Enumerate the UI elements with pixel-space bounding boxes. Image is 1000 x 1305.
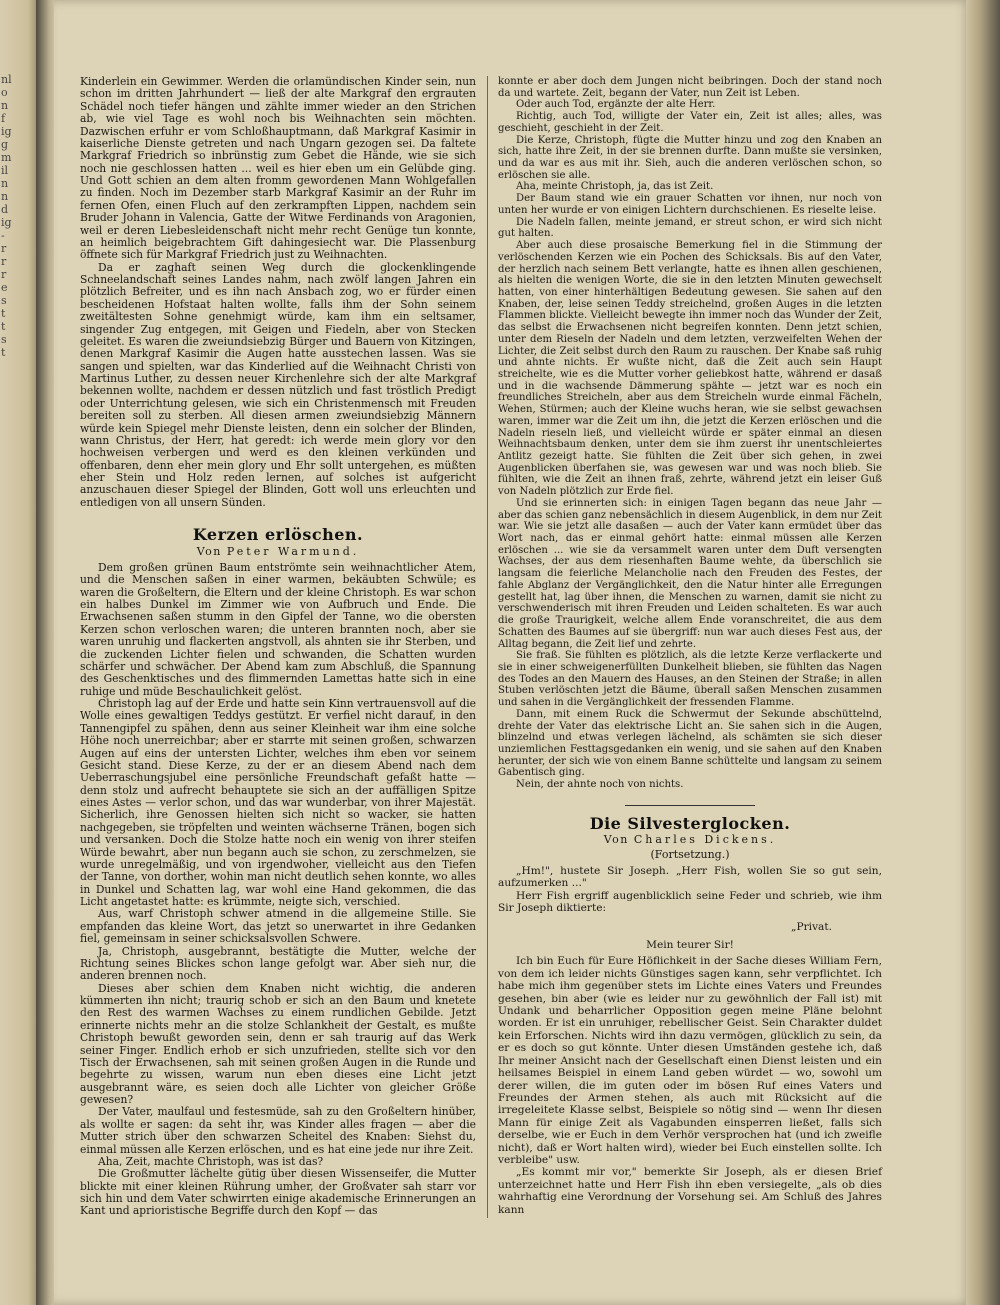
paragraph: Aber auch diese prosaische Bemerkung fiel in die Stimmung der verlöschenden Kerzen wie ein Pochen des Schicksals. Bis auf den Vater, der herzlich nach seinem Bett verlangte, hatte es ihnen allen geschienen, als hielten die wenigen Worte, die sie in den letzten Minuten gewechselt hatten, von einer hinterhältigen Bedeutung gewesen. Sie sahen auf den Knaben, der, leise seinen Teddy streichelnd, großen Auges in die letzten Flammen blickte. Vielleicht bewegte ihn immer noch das Wunder der Zeit, das selbst die Erwachsenen nicht begreifen konnten. Denn jetzt schien, unter dem Rieseln der Nadeln und dem letzten, verzweifelten Wehen der Lichter, die Zeit selbst durch den Raum zu rauschen. Der Knabe saß ruhig und ahnte nichts. Er wußte nicht, daß die Zeit auch sein Haupt streichelte, wie es die Mutter vorher geliebkost hatte, während er dasaß und in die wachsende Dämmerung spähte — jetzt war es noch ein freundliches Streicheln, aber aus dem Streicheln wurde einmal Fächeln, Wehen, Stürmen; auch der Kleine wuchs heran, wie sie selbst gewachsen waren, immer war die Zeit um ihn, die jetzt die Kerzen erlöschen und die Nadeln rieseln ließ, und vielleicht würde er später einmal an diesen Weihnachtsbaum denken, unter dem sie ihm zuerst ihr unentschleiertes Antlitz gezeigt hatte. Sie fühlten die Zeit über sich gehen, in zwei Augenblicken überfahen sie, was gewesen war und was noch blieb. Sie fühlten, wie die Zeit an ihnen fraß, zehrte, während jetzt ein leiser Guß von Nadeln plötzlich zur Erde fiel.	[498, 240, 882, 498]
edge-fragment: ig	[1, 125, 12, 138]
paragraph: Aha, Zeit, machte Christoph, was ist das?	[98, 1154, 324, 1168]
byline-prefix: Von	[196, 544, 222, 558]
edge-fragment: -	[1, 229, 5, 242]
paragraph: Die Kerze, Christoph, fügte die Mutter hinzu und zog den Knaben an sich, hatte ihre Zeit, in der sie brennen durfte. Dann mußte sie versinken, und da war es aus mit ihr. Sieh, auch die anderen verlöschen schon, so erlöschen sie alle.	[498, 134, 882, 181]
column-divider	[487, 76, 488, 1218]
byline-author: Peter Warmund.	[226, 544, 360, 558]
paragraph: Ja, Christoph, ausgebrannt, bestätigte die Mutter, welche der Richtung seines Blickes schon lange gefolgt war. Aber sieh nur, die anderen brennen noch.	[80, 944, 476, 983]
byline-author: Charles Dickens.	[633, 832, 777, 846]
edge-fragment: s	[1, 333, 7, 346]
edge-fragment: t	[1, 320, 6, 333]
paragraph: Richtig, auch Tod, willigte der Vater ein, Zeit ist alles; alles, was geschieht, geschieht in der Zeit.	[498, 111, 882, 134]
edge-fragment: f	[1, 112, 6, 125]
paragraph: Christoph lag auf der Erde und hatte sein Kinn vertrauensvoll auf die Wolle eines gewaltigen Teddys gestützt. Er verfiel nicht darauf, in den Tannengipfel zu spähen, denn aus seiner Kleinheit war ihm eine solche Höhe noch unerreichbar; aber er starrte mit seinen großen, schwarzen Augen auf eins der untersten Lichter, welches ihm eben vor seinem Gesicht stand. Diese Kerze, zu der er an diesem Abend nach dem Ueberraschungsjubel eine persönliche Freundschaft gefaßt hatte — denn stolz und aufrecht behauptete sie sich an der auffälligen Spitze eines Astes — verlor schon, und das war wunderbar, von ihrer Majestät. Sicherlich, ihre Genossen hielten sich nicht so wacker, sie hatten nachgegeben, sie tröpfelten und weinten wächserne Tränen, bogen sich und versanken. Doch die Stolze hatte noch ein wenig von ihrer steifen Würde bewahrt, aber nun begann auch sie schon, zu zerschmelzen, sie wurde unregelmäßig, und von irgendwoher, vielleicht aus den Tiefen der Tanne, von dorther, wohin man nicht deutlich sehen konnte, wo alles in Dunkel und Schatten lag, war wohl eine Hand gekommen, die das Licht angetastet hatte: es krümmte, neigte sich, verschied.	[80, 697, 476, 908]
edge-fragment: e	[1, 281, 8, 294]
edge-fragment: nl	[1, 73, 12, 86]
edge-fragment: g	[1, 138, 9, 151]
paragraph: Herr Fish ergriff augenblicklich seine Feder und schrieb, wie ihm Sir Joseph diktierte:	[498, 889, 882, 915]
paragraph: Aha, meinte Christoph, ja, das ist Zeit.	[516, 181, 714, 193]
edge-fragment: s	[1, 294, 7, 307]
paragraph: Oder auch Tod, ergänzte der alte Herr.	[516, 99, 716, 111]
edge-fragment: il	[1, 164, 9, 177]
paragraph: Und sie erinnerten sich: in einigen Tagen begann das neue Jahr — aber das schien ganz nebensächlich in diesem Augenblick, in dem nur Zeit war. Wie sie jetzt alle dasaßen — auch der Vater kann ermüdet über das Wort nach, das er einmal gehört hatte: einmal müssen alle Kerzen erlöschen ... wie sie da versammelt waren unter dem Duft versengten Wachses, der aus dem riesenhaften Baume wehte, da überschlich sie langsam die feierliche Melancholie nach den Freuden des Festes, der fahle Abglanz der Vergänglichkeit, den die Natur hinter alle Erregungen gestellt hat, lag über ihnen, die Menschen zu warnen, damit sie nicht zu verschwenderisch mit ihren Freuden und Leiden schalteten. Es war auch die große Traurigkeit, welche allem Ende voranschreitet, die aus dem Schatten des Baumes auf sie übergriff: nun war auch dieses Fest aus, der Alltag begann, die Zeit lief und zehrte.	[498, 497, 882, 650]
article-byline	[498, 834, 882, 846]
edge-fragment: t	[1, 346, 6, 359]
paragraph: Aus, warf Christoph schwer atmend in die allgemeine Stille. Sie empfanden das kleine Wort, das jetzt so unerwartet in ihre Gedanken fiel, gemeinsam in seiner schicksalsvollen Schwere.	[80, 907, 476, 946]
edge-fragment: n	[1, 99, 9, 112]
article-byline	[80, 546, 476, 558]
previous-page-edge	[0, 0, 40, 1305]
paragraph: Ich bin Euch für Eure Höflichkeit in der Sache dieses William Fern, von dem ich leider nichts Günstiges sagen kann, sehr verpflichtet. Ich habe mich ihm gegenüber stets im Lichte eines Vaters und Freundes gesehen, bin aber (wie es leider nur zu gewöhnlich der Fall ist) mit Undank und beharrlicher Opposition gegen meine Pläne belohnt worden. Er ist ein unruhiger, rebellischer Geist. Sein Charakter duldet kein Erforschen. Nichts wird ihn dazu vermögen, glücklich zu sein, da er es doch so gut könnte. Unter diesen Umständen gestehe ich, daß Ihr meiner Ansicht nach der Gesellschaft einen Dienst leisten und ein heilsames Beispiel in einem Land geben würdet — wo, sowohl um derer willen, die im guten oder im bösen Ruf eines Vaters und Freundes der Armen stehen, als auch mit Rücksicht auf die irregeleitete Klasse selbst, Beispiele so nötig sind — wenn Ihr diesen Mann für einige Zeit als Vagabunden einsperren ließet, falls sich derselbe, wie er Euch in dem Verhör versprochen hat (und ich zweifle nicht), daß er Wort halten wird), wieder bei Euch einstellen sollte. Ich verbleibe" usw.	[498, 955, 882, 1166]
edge-fragment: n	[1, 177, 9, 190]
letter-salutation: Mein teurer Sir!	[646, 939, 734, 952]
paragraph: Dieses aber schien dem Knaben nicht wichtig, die anderen kümmerten ihn nicht; traurig schob er sich an den Baum und knetete den Rest des warmen Wachses zu einem rundlichen Gebilde. Jetzt erinnerte nichts mehr an die stolze Schlankheit der Gestalt, es mußte Christoph bewußt geworden sein, denn er sah traurig auf das Werk seiner Finger. Endlich erhob er sich unzufrieden, stellte sich vor den Tisch der Erwachsenen, sah mit seinen großen Augen in die Runde und begehrte zu wissen, warum nun eben dieses eine Licht jetzt ausgebrannt wäre, es seien doch alle Lichter von gleicher Größe gewesen?	[80, 981, 476, 1106]
byline-prefix: Von	[603, 832, 629, 846]
continuation-note: (Fortsetzung.)	[650, 848, 730, 862]
paragraph: „Es kommt mir vor," bemerkte Sir Joseph, als er diesen Brief unterzeichnet hatte und Herr Fish ihn eben versiegelte, „als ob dies wahrhaftig eine Verordnung der Vorsehung sei. Am Schluß des Jahres kann	[498, 1166, 882, 1216]
paragraph: konnte er aber doch dem Jungen nicht beibringen. Doch der stand noch da und wartete. Zeit, begann der Vater, nun Zeit ist Leben.	[498, 76, 882, 99]
paragraph: Dann, mit einem Ruck die Schwermut der Sekunde abschüttelnd, drehte der Vater das elektrische Licht an. Sie sahen sich in die Augen, blinzelnd und etwas verlegen lächelnd, als schämten sie sich dieser unziemlichen Festtagsgedanken ein wenig, und sie sahen auf den Knaben herunter, der sich wie von einem Banne schüttelte und langsam zu seinem Gabentisch ging.	[498, 708, 882, 779]
right-column	[498, 76, 882, 1216]
edge-fragment: t	[1, 307, 6, 320]
paragraph: Sie fraß. Sie fühlten es plötzlich, als die letzte Kerze verflackerte und sie in einer schweigenerfüllten Dunkelheit blieben, sie fühlten das Nagen des Todes an den Mauern des Hauses, an den Steinen der Straße; in allen Stuben verlöschten jetzt die Bäume, überall saßen Menschen zusammen und sahen in die Vergänglichkeit der fressenden Flamme.	[498, 650, 882, 709]
letter-heading: „Privat.	[791, 920, 832, 933]
paragraph: Der Baum stand wie ein grauer Schatten vor ihnen, nur noch von unten her wurde er von einigen Lichtern durchschienen. Es rieselte leise.	[498, 193, 882, 216]
article-title: Kerzen erlöschen.	[192, 525, 364, 545]
edge-fragment: r	[1, 242, 7, 255]
paragraph: Dem großen grünen Baum entströmte sein weihnachtlicher Atem, und die Menschen saßen in einer warmen, bekäubten Schwüle; es waren die Großeltern, die Eltern und der kleine Christoph. Es war schon ein halbes Dunkel im Zimmer wie von Aufbruch und Ende. Die Erwachsenen saßen stumm in den Gipfel der Tanne, wo die obersten Kerzen schon verloschen waren; die unteren brannten noch, aber sie waren unruhig und flackerten angstvoll, als ahnten sie ihr Sterben, und die zuckenden Lichter fielen und schwanden, die Schatten wurden schärfer und schwächer. Der Abend kam zum Abschluß, die Spannung des Geschenktisches und des flimmernden Lamettas hatte sich in eine ruhige und müde Beschaulichkeit gelöst.	[80, 560, 476, 698]
edge-fragment: o	[1, 86, 8, 99]
paragraph: Nein, der ahnte noch von nichts.	[516, 779, 684, 791]
edge-fragment: ig	[1, 216, 12, 229]
edge-fragment: n	[1, 190, 9, 203]
edge-fragment: d	[1, 203, 9, 216]
paragraph: Da er zaghaft seinen Weg durch die glockenklingende Schneelandschaft seines Landes nahm, nach zwölf langen Jahren ein plötzlich Befreiter, und es ihn nach Ansbach zog, wo er fürder einen bescheidenen Hofstaat halten wollte, falls ihm der Sohn seinem zweitältesten Sohne genehmigt würde, kam ihm ein seltsamer, singender Zug entgegen, mit Geigen und Fiedeln, aber von Stecken geleitet. Es waren die zweiundsiebzig Bürger und Bauern von Kitzingen, denen Markgraf Kasimir die Augen hatte ausstechen lassen. Was sie sangen und spielten, war das Kinderlied auf die Weihnacht Christi von Martinus Luther, zu dessen neuer Kirchenlehre sich der alte Markgraf bekennen wollte, nachdem er dessen nützlich und fast tröstlich Predigt oder Unterrichtung gelesen, wie sich ein Christenmensch mit Freuden bereiten soll zu sterben. All diesen armen zweiundsiebzig Männern würde kein Spiegel mehr Dienste leisten, denn ein solcher der Blinden, wann Christus, der Herr, hat geredt: ich werde mein glory vor den hochweisen verbergen und werd es den kleinen verkünden und offenbaren, denn eher mein glory und Ehr sollt untergehen, es müßten eher Stein und Holz reden lernen, auf solches ist aufgericht anzuschauen dieser Spiegel der Blinden, Gott woll uns erleuchten und entledigen von all unsern Sünden.	[80, 260, 476, 509]
title-rule	[625, 805, 755, 806]
edge-fragment: r	[1, 255, 7, 268]
paragraph: Der Vater, maulfaul und festesmüde, sah zu den Großeltern hinüber, als wollte er sagen: da seht ihr, was Kinder alles fragen — aber die Mutter strich über den schwarzen Scheitel des Knaben: Siehst du, einmal müssen alle Kerzen erlöschen, und es hat eine jede nur ihre Zeit.	[80, 1105, 476, 1156]
paragraph: „Hm!", hustete Sir Joseph. „Herr Fish, wollen Sie so gut sein, aufzumerken ..."	[498, 865, 882, 890]
edge-fragment: m	[1, 151, 12, 164]
page-stack-edge	[966, 0, 1000, 1305]
paragraph: Kinderlein ein Gewimmer. Werden die orlamündischen Kinder sein, nun schon im dritten Jahrhundert — ließ der alte Markgraf den ergrauten Schädel noch tiefer hängen und zählte immer wieder an den Strichen ab, wie viel Tage es wohl noch bis Weihnachten sein möchten. Dazwischen erfuhr er vom Schloßhauptmann, daß Markgraf Kasimir in kaiserliche Dienste getreten und nach Ungarn gezogen sei. Da faltete Markgraf Friedrich so inbrünstig zum Gebet die Hände, wie sie sich noch nie geschlossen hatten ... weil es hier eben um ein Gelübde ging. Und Gott schien an dem alten fromm gewordenen Mann Wohlgefallen zu finden. Noch im Dezember starb Markgraf Kasimir an der Ruhr im fernen Ofen, einen Fluch auf den zerkrampften Lippen, nachdem sein Bruder Johann in Valencia, Gatte der Witwe Ferdinands von Aragonien, weil er deren Liebesleidenschaft nicht mehr recht Genüge tun konnte, an heimlich beigebrachtem Gift dahingesiecht war. Die Plassenburg öffnete sich für Markgraf Friedrich just zu Weihnachten.	[80, 75, 476, 262]
paragraph: Die Großmutter lächelte gütig über diesen Wissenseifer, die Mutter blickte mit einer kleinen Rührung umher, der Großvater sah starr vor sich hin und dem Vater schwirrten einige akademische Erinnerungen an Kant und aprioristische Begriffe durch den Kopf — das	[80, 1167, 476, 1218]
paragraph: Die Nadeln fallen, meinte jemand, er streut schon, er wird sich nicht gut halten.	[498, 216, 882, 240]
article-title: Die Silvesterglocken.	[589, 813, 791, 833]
left-column	[80, 76, 476, 1218]
edge-fragment: r	[1, 268, 7, 281]
